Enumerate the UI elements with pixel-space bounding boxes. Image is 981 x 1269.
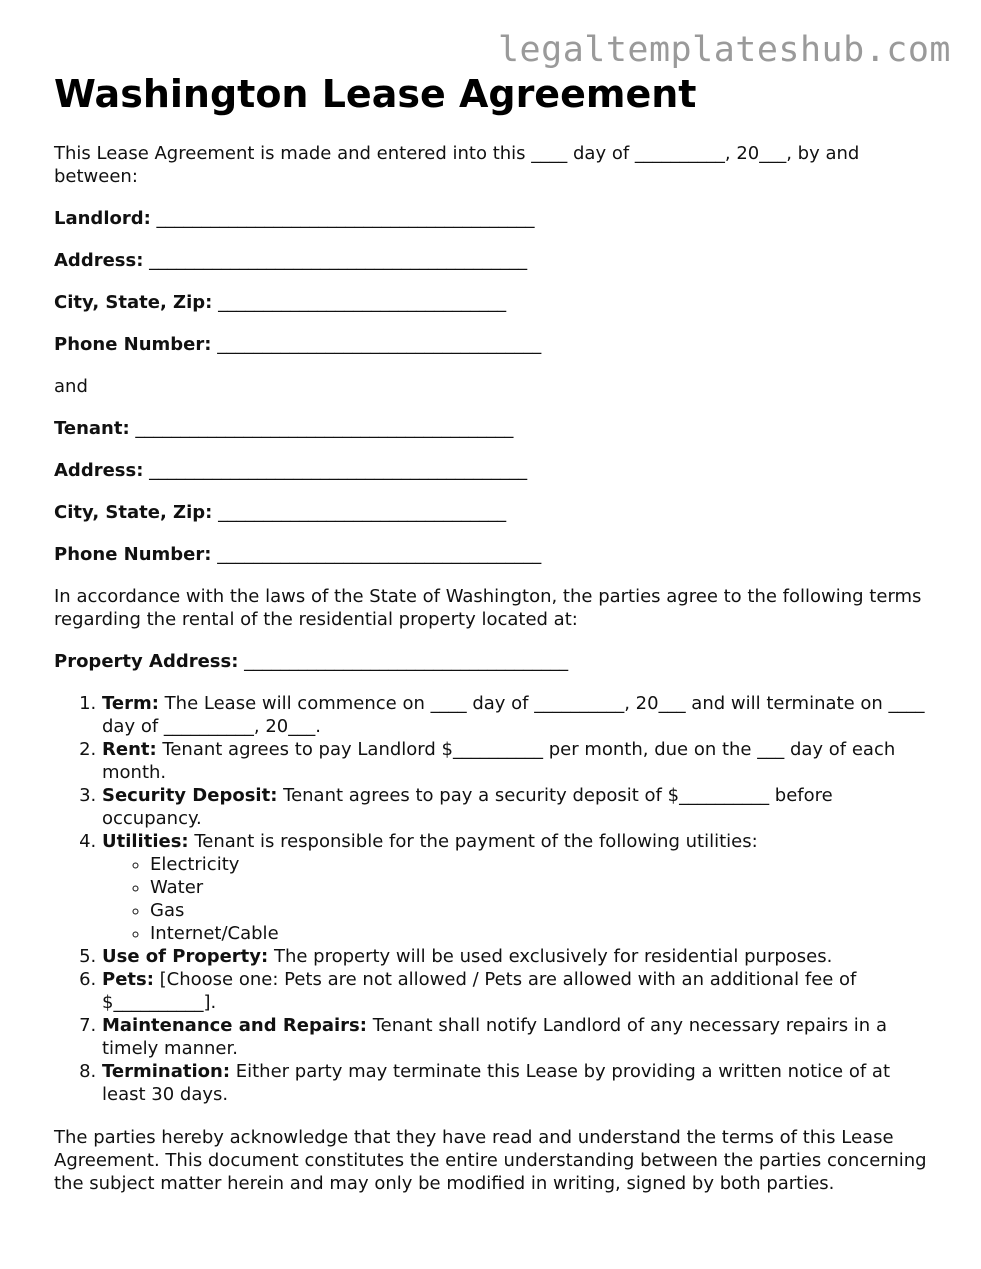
document-page xyxy=(54,72,928,1214)
landlord-city-field xyxy=(54,291,928,314)
term-title: Utilities: xyxy=(102,831,189,852)
and-text: and xyxy=(54,376,88,397)
term-item xyxy=(102,1060,928,1106)
term-text: Tenant is responsible for the payment of the following utilities: xyxy=(194,831,758,852)
closing-paragraph: The parties hereby acknowledge that they have read and understand the terms of this Lease Agreement. This document constitutes the entire understanding between the parties concerning the subject matter herein and may only be modified in writing, signed by both parties. xyxy=(54,1127,927,1194)
term-text: The property will be used exclusively for residential purposes. xyxy=(273,946,833,967)
landlord-phone-label: Phone Number: xyxy=(54,334,212,355)
term-title: Termination: xyxy=(102,1061,231,1082)
tenant-address-field xyxy=(54,459,928,482)
landlord-name-blank: __________________________________________ xyxy=(156,208,535,229)
term-title: Rent: xyxy=(102,739,157,760)
utility-item: ◦ Electricity xyxy=(150,853,928,876)
term-text: The Lease will commence on ____ day of __________, 20___ and will terminate on ____ day of __________, 20___. xyxy=(102,693,925,737)
term-title: Term: xyxy=(102,693,159,714)
landlord-phone-blank: ____________________________________ xyxy=(217,334,542,355)
term-text: Either party may terminate this Lease by providing a written notice of at least 30 days. xyxy=(102,1061,891,1105)
term-text: Tenant agrees to pay Landlord $__________ per month, due on the ___ day of each month. xyxy=(102,739,896,783)
landlord-city-blank: ________________________________ xyxy=(218,292,507,313)
term-item xyxy=(102,784,928,830)
accordance-paragraph: In accordance with the laws of the State of Washington, the parties agree to the following terms regarding the rental of the residential property located at: xyxy=(54,586,922,630)
tenant-name-label: Tenant: xyxy=(54,418,130,439)
landlord-name-field xyxy=(54,207,928,230)
landlord-address-label: Address: xyxy=(54,250,144,271)
term-item xyxy=(102,1014,928,1060)
tenant-phone-field xyxy=(54,543,928,566)
property-address-label: Property Address: xyxy=(54,651,239,672)
tenant-city-blank: ________________________________ xyxy=(218,502,507,523)
tenant-phone-label: Phone Number: xyxy=(54,544,212,565)
term-item xyxy=(102,692,928,738)
term-text: [Choose one: Pets are not allowed / Pets are allowed with an additional fee of $__________]. xyxy=(102,969,857,1013)
term-item xyxy=(102,830,928,945)
term-item xyxy=(102,945,928,968)
property-address-blank: ____________________________________ xyxy=(244,651,569,672)
utility-item: ◦ Water xyxy=(150,876,928,899)
term-item xyxy=(102,738,928,784)
landlord-address-field xyxy=(54,249,928,272)
tenant-address-blank: __________________________________________ xyxy=(149,460,528,481)
landlord-address-blank: __________________________________________ xyxy=(149,250,528,271)
utility-item: ◦ Internet/Cable xyxy=(150,922,928,945)
utilities-list xyxy=(102,853,928,945)
tenant-name-field xyxy=(54,417,928,440)
tenant-name-blank: __________________________________________ xyxy=(135,418,514,439)
term-title: Security Deposit: xyxy=(102,785,278,806)
tenant-city-label: City, State, Zip: xyxy=(54,502,213,523)
terms-list xyxy=(54,692,928,1106)
landlord-city-label: City, State, Zip: xyxy=(54,292,213,313)
document-title: Washington Lease Agreement xyxy=(54,72,697,116)
tenant-address-label: Address: xyxy=(54,460,144,481)
intro-paragraph: This Lease Agreement is made and entered into this ____ day of __________, 20___, by and between: xyxy=(54,143,860,187)
term-title: Maintenance and Repairs: xyxy=(102,1015,367,1036)
term-item xyxy=(102,968,928,1014)
tenant-city-field xyxy=(54,501,928,524)
property-address-field xyxy=(54,650,928,673)
tenant-phone-blank: ____________________________________ xyxy=(217,544,542,565)
watermark: legaltemplateshub.com xyxy=(497,30,951,70)
term-text: Tenant agrees to pay a security deposit of $__________ before occupancy. xyxy=(102,785,833,829)
term-title: Use of Property: xyxy=(102,946,269,967)
utility-item: ◦ Gas xyxy=(150,899,928,922)
landlord-phone-field xyxy=(54,333,928,356)
term-text: Tenant shall notify Landlord of any necessary repairs in a timely manner. xyxy=(102,1015,887,1059)
landlord-name-label: Landlord: xyxy=(54,208,151,229)
term-title: Pets: xyxy=(102,969,154,990)
